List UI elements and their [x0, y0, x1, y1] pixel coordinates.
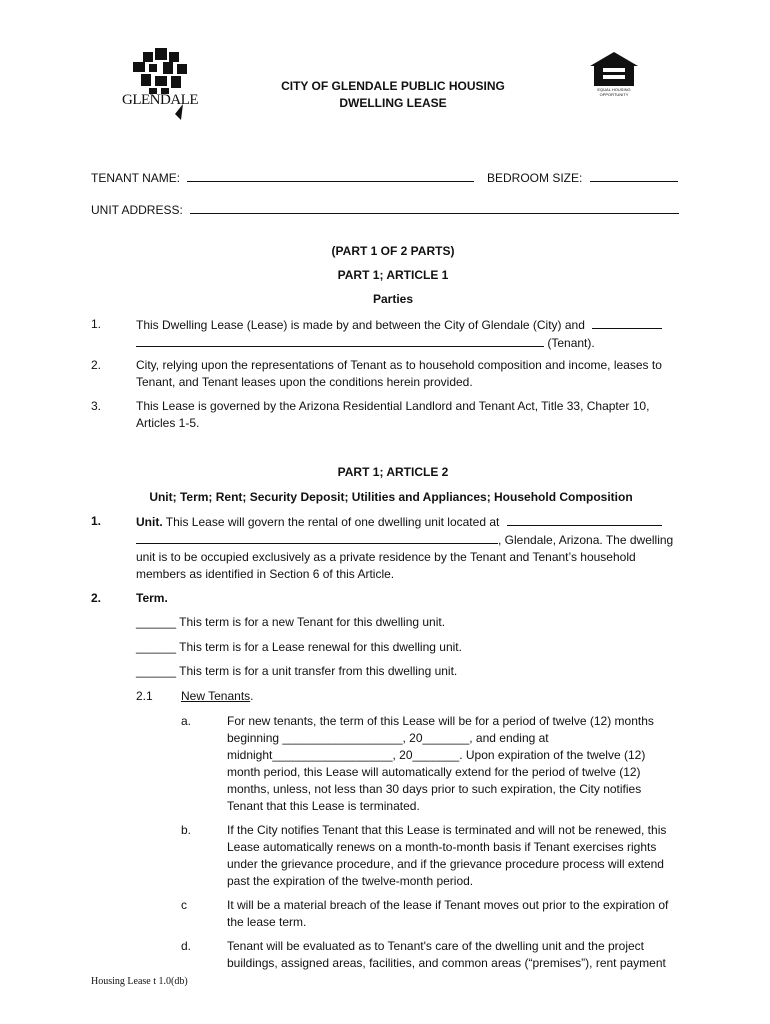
item-text-cont: (Tenant). — [547, 336, 595, 350]
clause-line: months, unless, not less than 30 days prior to such expiration, the City notifies — [227, 782, 642, 796]
clause-line: midnight__________________, 20_______. Upon expiration of the twelve (12) — [227, 748, 646, 762]
article-1-subheading: Parties — [372, 292, 414, 306]
bedroom-size-blank[interactable] — [590, 169, 678, 182]
clause-letter: a. — [181, 714, 192, 728]
unit-location-blank-1[interactable] — [507, 513, 662, 526]
clause-letter: b. — [181, 823, 192, 837]
item-text-cont: Articles 1-5. — [136, 416, 200, 430]
subsection-label-period: . — [250, 689, 254, 703]
unit-address-blank[interactable] — [190, 201, 679, 214]
term-option-new[interactable]: ______ This term is for a new Tenant for this dwelling unit. — [136, 615, 446, 629]
section-number: 1. — [91, 514, 102, 528]
article-1-heading: PART 1; ARTICLE 1 — [337, 268, 449, 282]
bedroom-size-label: BEDROOM SIZE: — [487, 171, 583, 185]
unit-text-3: unit is to be occupied exclusively as a private residence by the Tenant and Tenant’s household — [136, 550, 636, 564]
term-label: Term. — [136, 591, 168, 605]
page-footer: Housing Lease t 1.0(db) — [91, 976, 188, 987]
tenant-name-row — [91, 169, 474, 187]
item-number: 3. — [91, 399, 102, 413]
clause-letter: c — [181, 898, 187, 912]
subsection-number: 2.1 — [136, 689, 153, 703]
title-line-2: DWELLING LEASE — [339, 96, 447, 110]
unit-text-4: members as identified in Section 6 of this Article. — [136, 567, 395, 581]
glendale-logo — [115, 44, 205, 124]
clause-line: the lease term. — [227, 915, 307, 929]
glendale-logo-icon — [115, 44, 205, 124]
clause-line: past the expiration of the twelve-month period. — [227, 874, 474, 888]
section-number: 2. — [91, 591, 102, 605]
article-2-heading: PART 1; ARTICLE 2 — [337, 465, 449, 479]
equal-housing-logo — [586, 50, 642, 96]
term-option-renewal[interactable]: ______ This term is for a Lease renewal for this dwelling unit. — [136, 640, 462, 654]
unit-location-blank-2[interactable] — [136, 531, 498, 544]
item-text: This Lease is governed by the Arizona Residential Landlord and Tenant Act, Title 33, Chapter 10, — [136, 399, 650, 413]
clause-line: If the City notifies Tenant that this Lease is terminated and will not be renewed, this — [227, 823, 667, 837]
tenant-name-label: TENANT NAME: — [91, 171, 181, 185]
equal-housing-house-icon — [586, 50, 642, 88]
clause-line: Lease automatically renews on a month-to-month basis if Tenant exercises rights — [227, 840, 657, 854]
unit-address-label: UNIT ADDRESS: — [91, 203, 183, 217]
clause-line: beginning __________________, 20_______, and ending at — [227, 731, 549, 745]
clause-line: Tenant will be evaluated as to Tenant's care of the dwelling unit and the project — [227, 939, 645, 953]
term-option-transfer[interactable]: ______ This term is for a unit transfer from this dwelling unit. — [136, 664, 458, 678]
clause-letter: d. — [181, 939, 192, 953]
bedroom-size-row — [487, 169, 678, 187]
title-line-1: CITY OF GLENDALE PUBLIC HOUSING — [281, 79, 505, 93]
article-2-subheading: Unit; Term; Rent; Security Deposit; Utilities and Appliances; Household Composition — [149, 490, 633, 504]
subsection-label: New Tenants — [181, 689, 251, 703]
logo-wordmark: GLENDALE — [122, 92, 198, 108]
item-text-cont: Tenant, and Tenant leases upon the conditions herein provided. — [136, 375, 473, 389]
unit-address-row — [91, 201, 679, 219]
unit-text-2: , Glendale, Arizona. The dwelling — [498, 533, 674, 547]
item-text: This Dwelling Lease (Lease) is made by and between the City of Glendale (City) and — [136, 318, 585, 332]
clause-line: Tenant that this Lease is terminated. — [227, 799, 420, 813]
document-title — [230, 78, 556, 112]
party-blank-2[interactable] — [136, 334, 544, 347]
unit-label: Unit. — [136, 515, 163, 529]
clause-line: For new tenants, the term of this Lease will be for a period of twelve (12) months — [227, 714, 654, 728]
tenant-name-blank[interactable] — [187, 169, 474, 182]
eho-caption: EQUAL HOUSING OPPORTUNITY — [597, 87, 631, 97]
item-number: 1. — [91, 317, 102, 331]
item-number: 2. — [91, 358, 102, 372]
unit-text-1: This Lease will govern the rental of one dwelling unit located at — [165, 515, 500, 529]
clause-line: It will be a material breach of the lease if Tenant moves out prior to the expiration of — [227, 898, 669, 912]
clause-line: under the grievance procedure, and if the grievance procedure process will extend — [227, 857, 664, 871]
party-blank-1[interactable] — [592, 316, 662, 329]
clause-line: buildings, assigned areas, facilities, and common areas (“premises”), rent payment — [227, 956, 666, 970]
item-text: City, relying upon the representations of Tenant as to household composition and income, leases to — [136, 358, 662, 372]
clause-line: month period, this Lease will automatically extend for the period of twelve (12) — [227, 765, 641, 779]
parts-heading: (PART 1 OF 2 PARTS) — [331, 244, 455, 258]
